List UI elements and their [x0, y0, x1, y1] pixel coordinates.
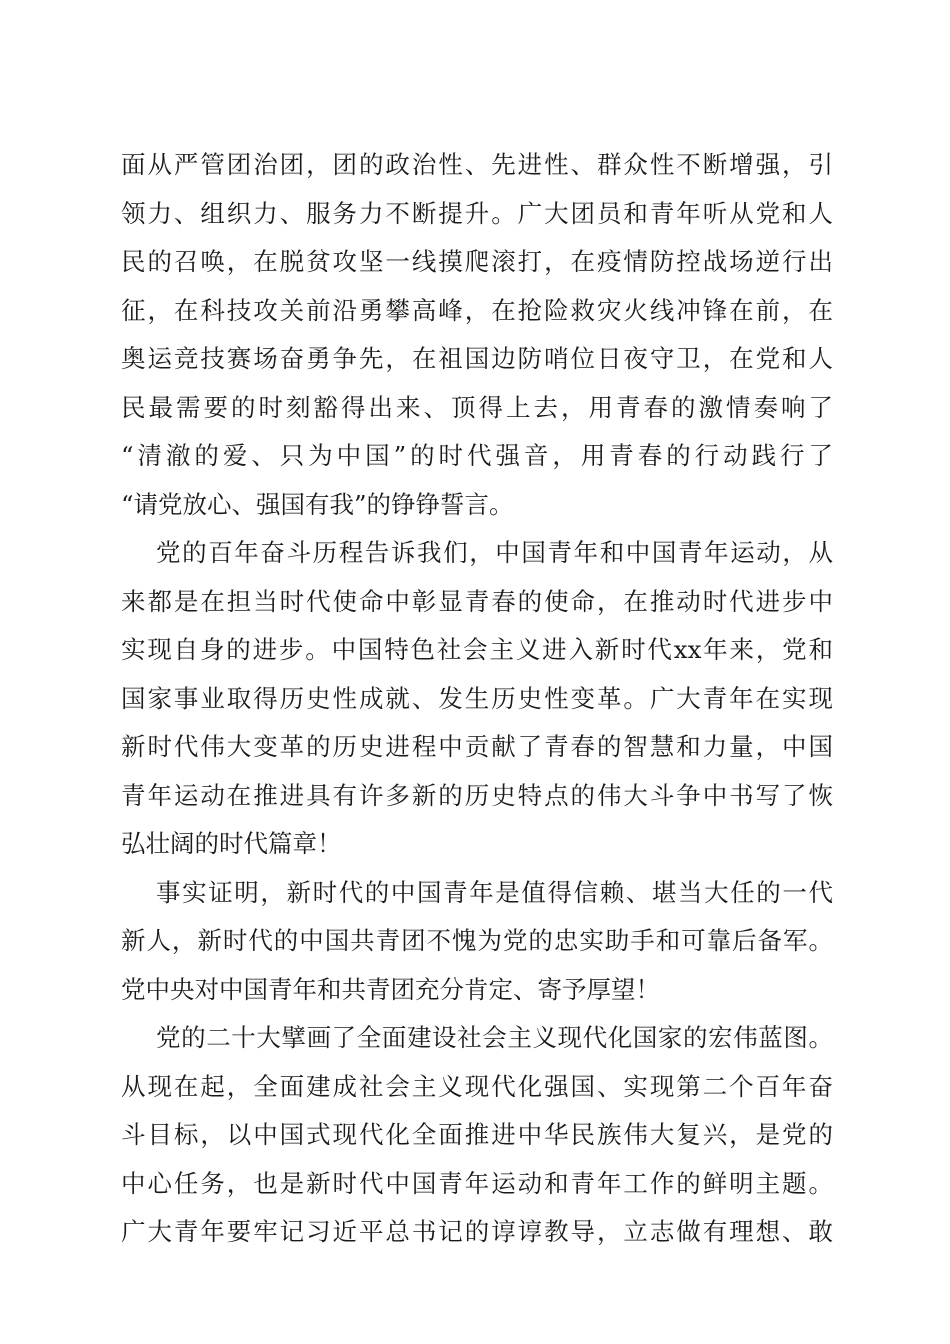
text-line: “清澈的爱、只为中国”的时代强音，用青春的行动践行了	[121, 441, 833, 470]
text-line: 中心任务，也是新时代中国青年运动和青年工作的鲜明主题。	[121, 1168, 833, 1198]
body-text	[121, 141, 833, 1257]
text-line: 事实证明，新时代的中国青年是值得信赖、堪当大任的一代	[156, 877, 833, 907]
text-line: 奥运竞技赛场奋勇争先，在祖国边防哨位日夜守卫，在党和人	[121, 344, 833, 373]
text-line: 来都是在担当时代使命中彰显青春的使命，在推动时代进步中	[121, 586, 833, 616]
text-line: 弘壮阔的时代篇章！	[121, 829, 342, 858]
text-line: 新人，新时代的中国共青团不愧为党的忠实助手和可靠后备军。	[121, 926, 833, 955]
text-line: “请党放心、强国有我”的铮铮誓言。	[121, 489, 514, 519]
text-line: 党的百年奋斗历程告诉我们，中国青年和中国青年运动，从	[156, 538, 833, 567]
text-line: 面从严管团治团，团的政治性、先进性、群众性不断增强，引	[121, 150, 833, 179]
text-line: 广大青年要牢记习近平总书记的谆谆教导，立志做有理想、敢	[121, 1217, 833, 1246]
text-line: 从现在起，全面建成社会主义现代化强国、实现第二个百年奋	[121, 1071, 833, 1101]
text-line: 青年运动在推进具有许多新的历史特点的伟大斗争中书写了恢	[121, 780, 833, 810]
text-line: 党的二十大擘画了全面建设社会主义现代化国家的宏伟蓝图。	[156, 1023, 833, 1052]
text-line: 民最需要的时刻豁得出来、顶得上去，用青春的激情奏响了	[121, 392, 833, 422]
text-line: 党中央对中国青年和共青团充分肯定、寄予厚望！	[121, 974, 660, 1004]
text-line: 实现自身的进步。中国特色社会主义进入新时代xx年来，党和	[121, 635, 833, 664]
text-line: 征，在科技攻关前沿勇攀高峰，在抢险救灾火线冲锋在前，在	[121, 295, 833, 325]
text-line: 斗目标，以中国式现代化全面推进中华民族伟大复兴，是党的	[121, 1120, 833, 1149]
text-line: 领力、组织力、服务力不断提升。广大团员和青年听从党和人	[121, 198, 833, 228]
text-line: 民的召唤，在脱贫攻坚一线摸爬滚打，在疫情防控战场逆行出	[121, 247, 833, 276]
text-line: 国家事业取得历史性成就、发生历史性变革。广大青年在实现	[121, 683, 833, 713]
text-line: 新时代伟大变革的历史进程中贡献了青春的智慧和力量，中国	[121, 732, 833, 761]
